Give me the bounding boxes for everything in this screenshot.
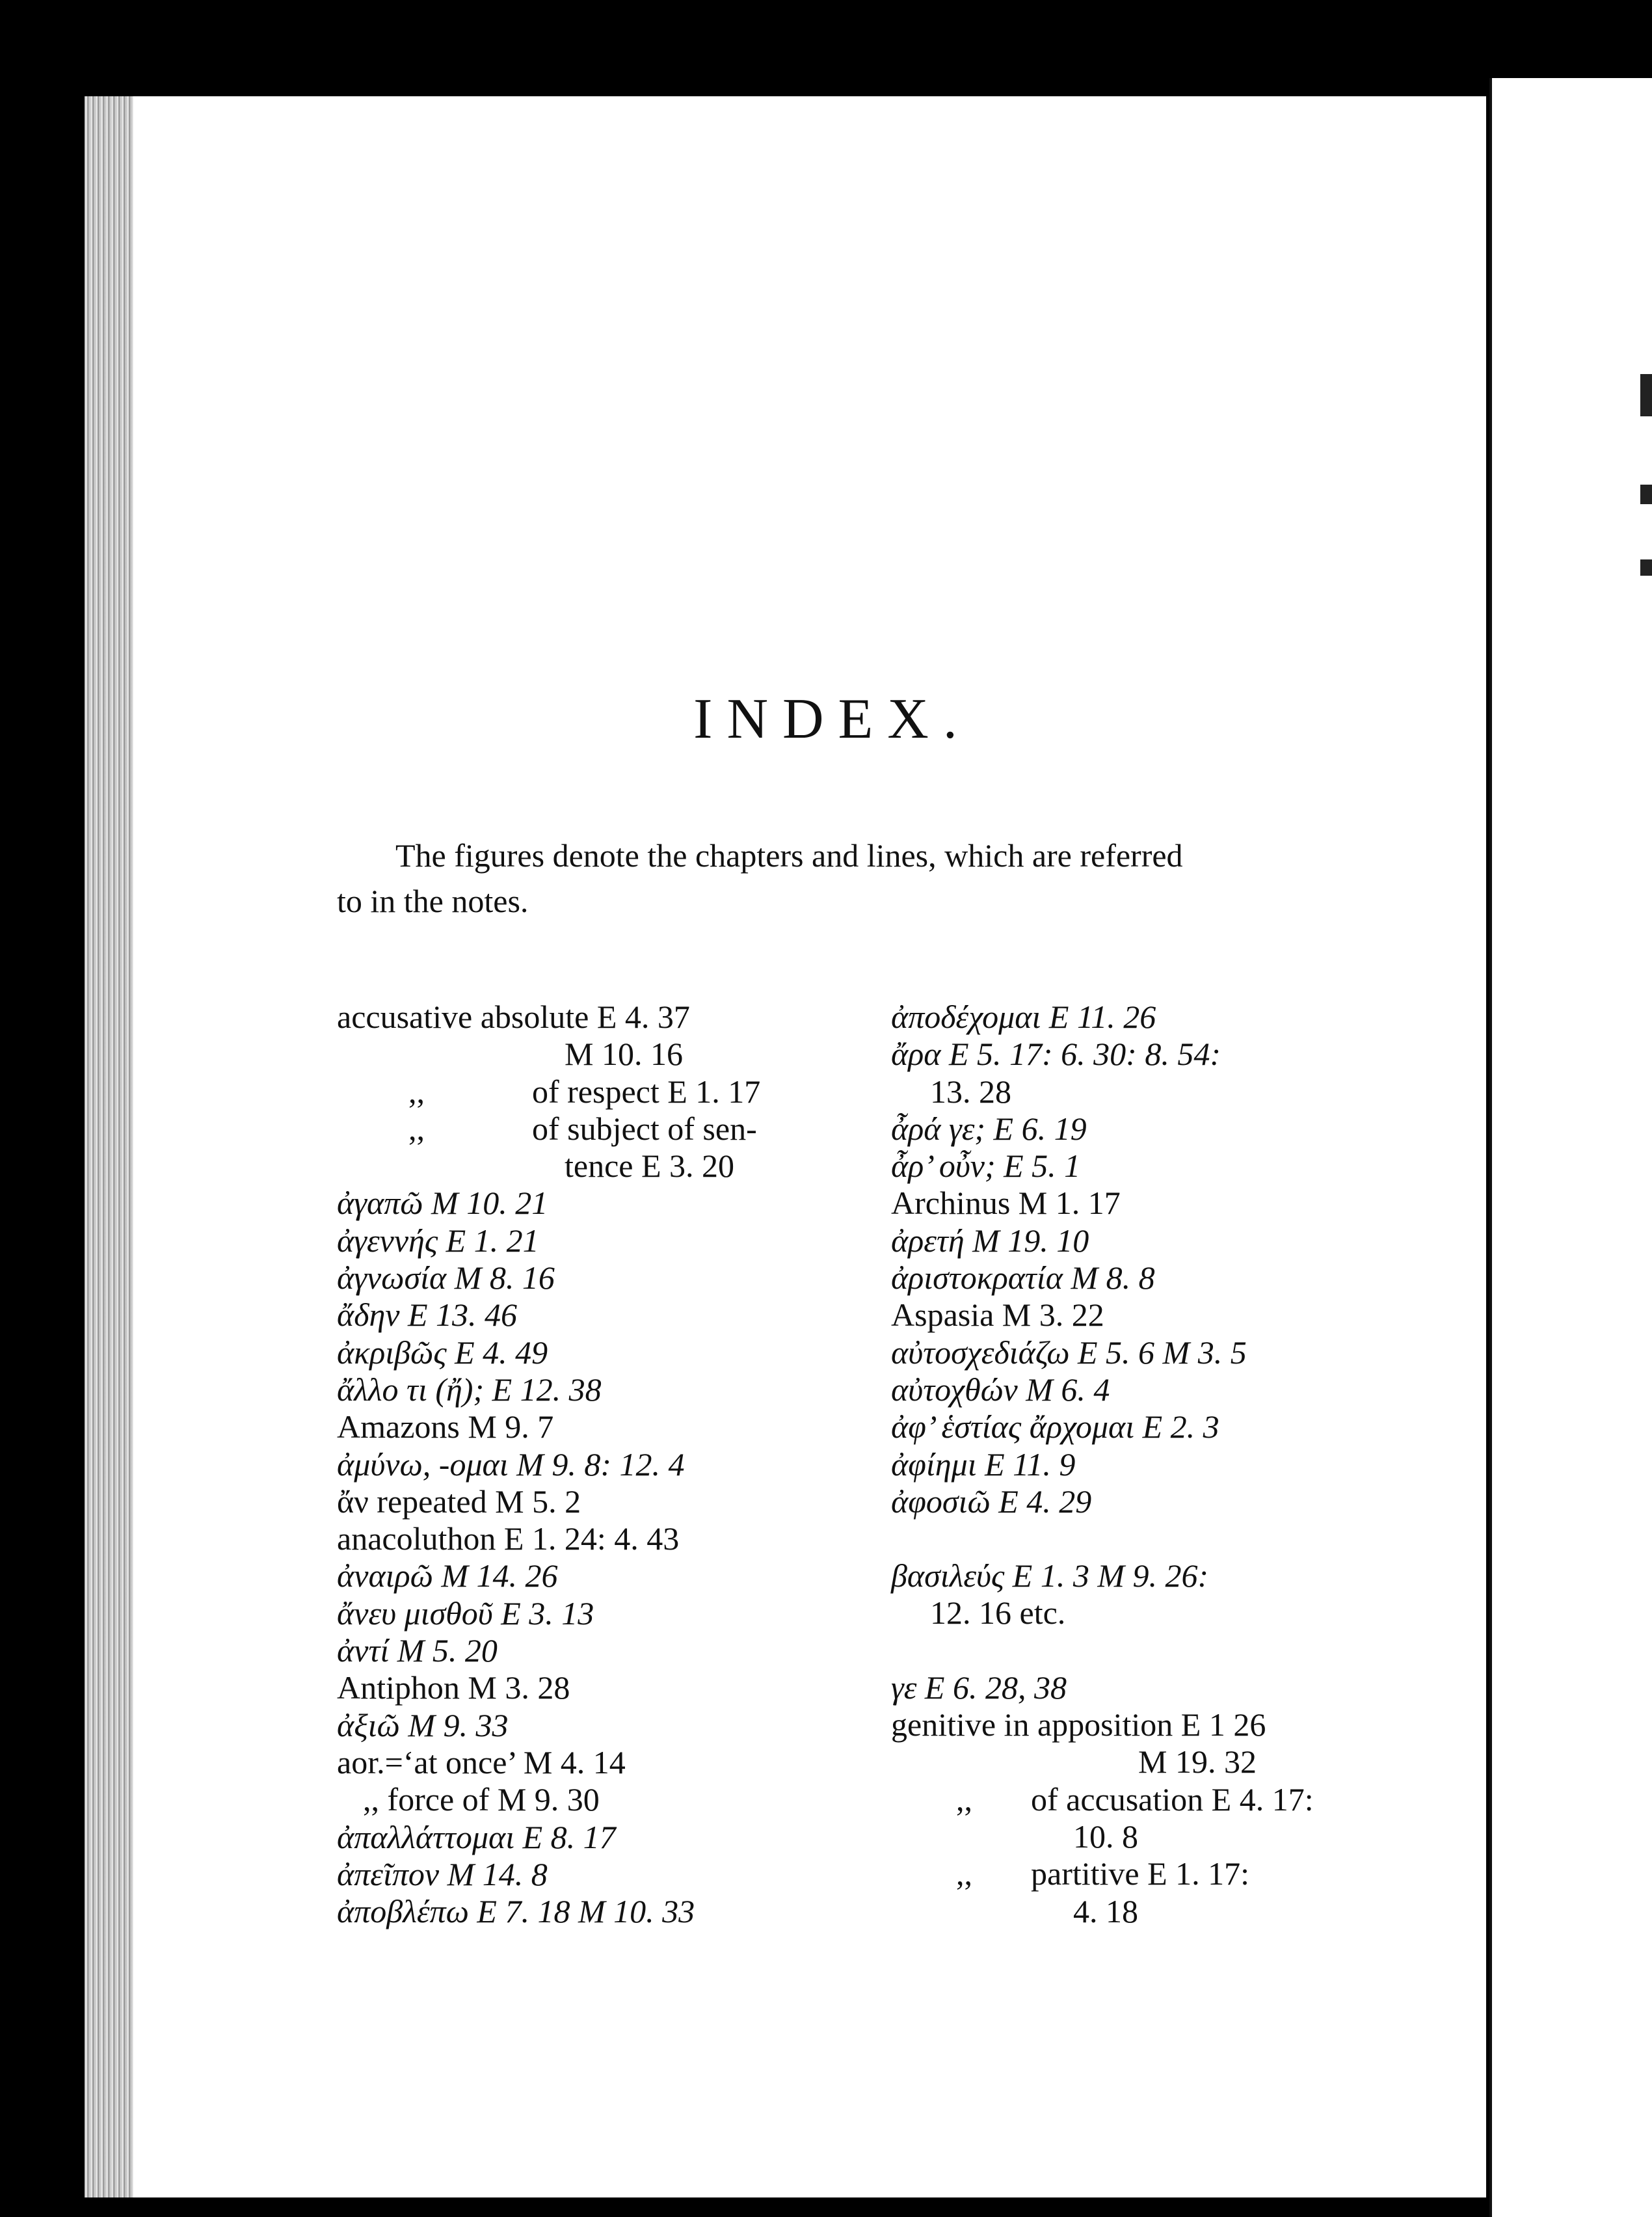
index-entry: ,, force of M 9. 30 [363, 1781, 600, 1818]
index-entry: ἄνευ μισθοῦ E 3. 13 [337, 1594, 594, 1632]
index-entry: ἀμύνω, -ομαι M 9. 8: 12. 4 [337, 1445, 685, 1483]
index-entry: accusative absolute E 4. 37 [337, 999, 690, 1035]
ditto-mark: ,, [408, 1110, 425, 1147]
index-entry: ἀγνωσία M 8. 16 [337, 1259, 555, 1297]
index-entry-continuation: 12. 16 etc. [930, 1594, 1066, 1632]
index-entry-continuation: tence E 3. 20 [565, 1148, 735, 1185]
index-entry: genitive in apposition E 1 26 [891, 1706, 1266, 1743]
index-entry: ἀποδέχομαι E 11. 26 [891, 999, 1156, 1035]
index-entry: ἀπαλλάττομαι E 8. 17 [337, 1818, 616, 1855]
facing-page-mark [1640, 374, 1652, 416]
page-title: INDEX. [693, 688, 972, 751]
index-entry: ἀφοσιῶ E 4. 29 [891, 1483, 1092, 1520]
index-column-left [337, 999, 844, 1930]
note-line: to in the notes. [337, 883, 529, 919]
facing-page-mark [1640, 485, 1652, 504]
index-entry: ,, partitive E 1. 17: [956, 1855, 1250, 1892]
index-entry: αὐτοσχεδιάζω E 5. 6 M 3. 5 [891, 1334, 1247, 1371]
index-entry: ἀγαπῶ M 10. 21 [337, 1185, 548, 1222]
index-entry: ,, of respect E 1. 17 [408, 1073, 761, 1110]
page-edge [85, 96, 138, 2197]
index-entry: βασιλεύς E 1. 3 M 9. 26: [891, 1557, 1209, 1594]
ditto-mark: ,, [956, 1780, 972, 1818]
index-entry: αὐτοχθών M 6. 4 [891, 1371, 1110, 1408]
index-column-right [891, 999, 1411, 1930]
index-entry: ἄν repeated M 5. 2 [337, 1483, 581, 1520]
index-entry: Aspasia M 3. 22 [891, 1297, 1104, 1334]
index-entry: ἄρα E 5. 17: 6. 30: 8. 54: [891, 1036, 1221, 1073]
index-entry-continuation: 10. 8 [1073, 1818, 1138, 1855]
index-entry: Amazons M 9. 7 [337, 1408, 554, 1445]
index-entry: ἀντί M 5. 20 [337, 1632, 498, 1669]
index-entry: ἀπεῖπον M 14. 8 [337, 1855, 548, 1892]
index-entry: ἄλλο τι (ἤ); E 12. 38 [337, 1371, 602, 1408]
index-entry: ἀξιῶ M 9. 33 [337, 1706, 509, 1743]
index-entry-continuation: 4. 18 [1073, 1892, 1138, 1929]
index-entry: ἀφ’ ἑστίας ἄρχομαι E 2. 3 [891, 1408, 1219, 1445]
index-entry: ἄδην E 13. 46 [337, 1297, 518, 1334]
index-entry: ἆρ’ οὖν; E 5. 1 [891, 1148, 1081, 1185]
index-entry: ἆρά γε; E 6. 19 [891, 1110, 1087, 1147]
index-note [337, 833, 1384, 924]
index-entry: anacoluthon E 1. 24: 4. 43 [337, 1520, 680, 1557]
index-entry-continuation: 13. 28 [930, 1073, 1011, 1110]
index-entry: γε E 6. 28, 38 [891, 1669, 1067, 1706]
index-entry: ἀρετή M 19. 10 [891, 1222, 1089, 1259]
index-entry: ,, of subject of sen- [408, 1110, 757, 1147]
index-entry: ἀκριβῶς E 4. 49 [337, 1334, 548, 1371]
index-entry-continuation: M 10. 16 [565, 1036, 683, 1073]
index-entry: ἀφίημι E 11. 9 [891, 1445, 1076, 1483]
note-line: The figures denote the chapters and lines, which are referred [395, 837, 1183, 874]
index-entry: ἀναιρῶ M 14. 26 [337, 1557, 558, 1594]
index-entry-continuation: M 19. 32 [1138, 1743, 1257, 1780]
ditto-mark: ,, [408, 1073, 425, 1110]
facing-page-mark [1640, 559, 1652, 576]
index-entry: ,, of accusation E 4. 17: [956, 1780, 1314, 1818]
ditto-mark: ,, [956, 1855, 972, 1892]
index-entry: ἀποβλέπω E 7. 18 M 10. 33 [337, 1893, 695, 1930]
index-entry: aor.=‘at once’ M 4. 14 [337, 1743, 626, 1780]
facing-page-edge [1489, 78, 1652, 2217]
index-entry: ἀριστοκρατία M 8. 8 [891, 1259, 1155, 1297]
index-entry: Archinus M 1. 17 [891, 1185, 1121, 1222]
index-entry: Antiphon M 3. 28 [337, 1669, 570, 1706]
index-entry: ἀγεννής E 1. 21 [337, 1222, 539, 1259]
